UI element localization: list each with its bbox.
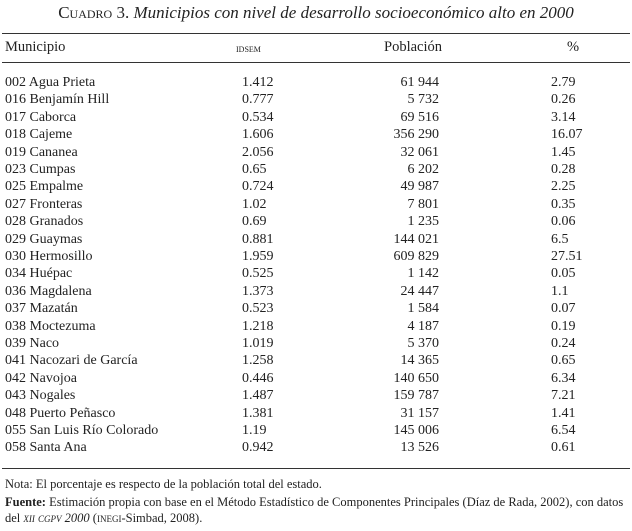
municipio-cell: 034 Huépac [5, 266, 73, 282]
header-idsem: idsem [236, 41, 261, 55]
source-text [5, 494, 630, 526]
top-rule [2, 33, 630, 34]
bottom-rule [2, 468, 630, 469]
percent-cell: 0.65 [551, 353, 576, 369]
source-body: Estimación propia con base en el Método Estadístico de Componentes Principales (Díaz de Rada, 2002), con datos del [5, 495, 624, 525]
poblacion-cell: 61 944 [400, 75, 439, 90]
idsem-cell: 0.942 [242, 440, 274, 456]
idsem-cell: 0.777 [242, 92, 274, 108]
municipio-cell: 058 Santa Ana [5, 440, 87, 456]
poblacion-cell: 49 987 [400, 179, 439, 195]
municipio-cell: 048 Puerto Peñasco [5, 405, 116, 421]
table-row [0, 178, 632, 195]
municipio-cell: 018 Cajeme [5, 127, 73, 143]
header-rule [2, 62, 630, 63]
table-row [0, 335, 632, 352]
table-row [0, 283, 632, 300]
poblacion-cell: 140 650 [393, 370, 439, 386]
percent-cell: 0.35 [551, 196, 576, 212]
percent-cell: 0.07 [551, 301, 576, 317]
poblacion-cell: 7 801 [407, 196, 439, 212]
idsem-cell: 1.218 [242, 318, 274, 334]
poblacion-cell: 609 829 [393, 249, 439, 264]
source-label: Fuente: [5, 495, 46, 509]
idsem-cell: 1.412 [242, 75, 274, 90]
percent-cell: 0.61 [551, 440, 576, 456]
source-end: -Simbad, 2008). [121, 511, 203, 525]
table-row [0, 300, 632, 317]
percent-cell: 0.24 [551, 336, 576, 351]
table-row [0, 196, 632, 213]
percent-cell: 7.21 [551, 388, 576, 404]
municipio-cell: 037 Mazatán [5, 301, 78, 317]
idsem-cell: 0.69 [242, 214, 267, 230]
poblacion-cell: 14 365 [400, 353, 439, 369]
table-row [0, 126, 632, 143]
idsem-cell: 2.056 [242, 144, 274, 160]
poblacion-cell: 6 202 [407, 162, 439, 177]
table-caption: Municipios con nivel de desarrollo socioeconómico alto en 2000 [133, 3, 574, 22]
table-row [0, 231, 632, 248]
municipio-cell: 002 Agua Prieta [5, 75, 96, 90]
percent-cell: 1.45 [551, 144, 576, 160]
municipio-cell: 039 Naco [5, 336, 60, 351]
census-name: xii cgpv 2000 [23, 511, 90, 525]
poblacion-cell: 4 187 [407, 318, 439, 334]
poblacion-cell: 1 235 [407, 214, 439, 230]
percent-cell: 1.1 [551, 283, 569, 299]
municipio-cell: 027 Fronteras [5, 196, 83, 212]
table-row [0, 161, 632, 178]
table-row [0, 439, 632, 456]
table-row [0, 352, 632, 369]
municipio-cell: 025 Empalme [5, 179, 84, 195]
table-row [0, 109, 632, 126]
municipio-cell: 043 Nogales [5, 388, 76, 404]
percent-cell: 6.34 [551, 370, 576, 386]
header-municipio: Municipio [5, 39, 66, 55]
table-row [0, 144, 632, 161]
poblacion-cell: 145 006 [393, 423, 439, 438]
idsem-cell: 1.487 [242, 388, 274, 404]
table-row [0, 248, 632, 265]
idsem-cell: 1.381 [242, 405, 274, 421]
table-number: Cuadro 3. [58, 3, 130, 22]
idsem-cell: 0.534 [242, 109, 274, 125]
poblacion-cell: 1 584 [407, 301, 439, 317]
table-row [0, 91, 632, 108]
poblacion-cell: 5 370 [407, 336, 439, 351]
poblacion-cell: 159 787 [393, 388, 439, 404]
idsem-cell: 1.606 [242, 127, 274, 143]
percent-cell: 0.19 [551, 318, 576, 334]
idsem-cell: 1.373 [242, 283, 274, 299]
header-percent: % [567, 39, 580, 55]
table-row [0, 74, 632, 91]
percent-cell: 2.25 [551, 179, 576, 195]
poblacion-cell: 1 142 [407, 266, 439, 282]
idsem-cell: 0.724 [242, 179, 274, 195]
municipio-cell: 042 Navojoa [5, 370, 77, 386]
idsem-cell: 0.523 [242, 301, 274, 317]
inegi-name: inegi [96, 511, 122, 525]
percent-cell: 0.06 [551, 214, 576, 230]
source-paren: ( [89, 511, 97, 525]
poblacion-cell: 13 526 [400, 440, 439, 456]
municipio-cell: 023 Cumpas [5, 162, 76, 177]
idsem-cell: 0.881 [242, 231, 274, 247]
poblacion-cell: 69 516 [400, 109, 439, 125]
table-row [0, 213, 632, 230]
idsem-cell: 1.959 [242, 249, 274, 264]
percent-cell: 16.07 [551, 127, 583, 143]
municipio-cell: 016 Benjamín Hill [5, 92, 110, 108]
percent-cell: 0.05 [551, 266, 576, 282]
municipio-cell: 038 Moctezuma [5, 318, 96, 334]
idsem-cell: 1.19 [242, 423, 267, 438]
municipio-cell: 028 Granados [5, 214, 84, 230]
municipio-cell: 036 Magdalena [5, 283, 92, 299]
percent-cell: 2.79 [551, 75, 576, 90]
percent-cell: 6.54 [551, 423, 576, 438]
percent-cell: 1.41 [551, 405, 576, 421]
percent-cell: 0.26 [551, 92, 576, 108]
idsem-cell: 0.525 [242, 266, 274, 282]
table-title [0, 3, 632, 23]
header-poblacion: Población [384, 39, 442, 55]
table-row [0, 370, 632, 387]
poblacion-cell: 24 447 [400, 283, 439, 299]
percent-cell: 27.51 [551, 249, 583, 264]
municipio-cell: 017 Caborca [5, 109, 77, 125]
municipio-cell: 055 San Luis Río Colorado [5, 423, 159, 438]
idsem-cell: 0.446 [242, 370, 274, 386]
municipio-cell: 041 Nacozari de García [5, 353, 138, 369]
idsem-cell: 1.019 [242, 336, 274, 351]
idsem-cell: 1.02 [242, 196, 267, 212]
percent-cell: 3.14 [551, 109, 576, 125]
idsem-cell: 0.65 [242, 162, 267, 177]
poblacion-cell: 31 157 [400, 405, 439, 421]
municipio-cell: 029 Guaymas [5, 231, 83, 247]
municipio-cell: 030 Hermosillo [5, 249, 93, 264]
note-text: Nota: El porcentaje es respecto de la población total del estado. [5, 477, 322, 491]
table-row [0, 265, 632, 282]
idsem-cell: 1.258 [242, 353, 274, 369]
table-row [0, 318, 632, 335]
poblacion-cell: 5 732 [407, 92, 439, 108]
percent-cell: 0.28 [551, 162, 576, 177]
table-row [0, 422, 632, 439]
table-row [0, 387, 632, 404]
poblacion-cell: 144 021 [393, 231, 439, 247]
municipio-cell: 019 Cananea [5, 144, 78, 160]
poblacion-cell: 356 290 [393, 127, 439, 143]
poblacion-cell: 32 061 [400, 144, 439, 160]
table-row [0, 405, 632, 422]
percent-cell: 6.5 [551, 231, 569, 247]
